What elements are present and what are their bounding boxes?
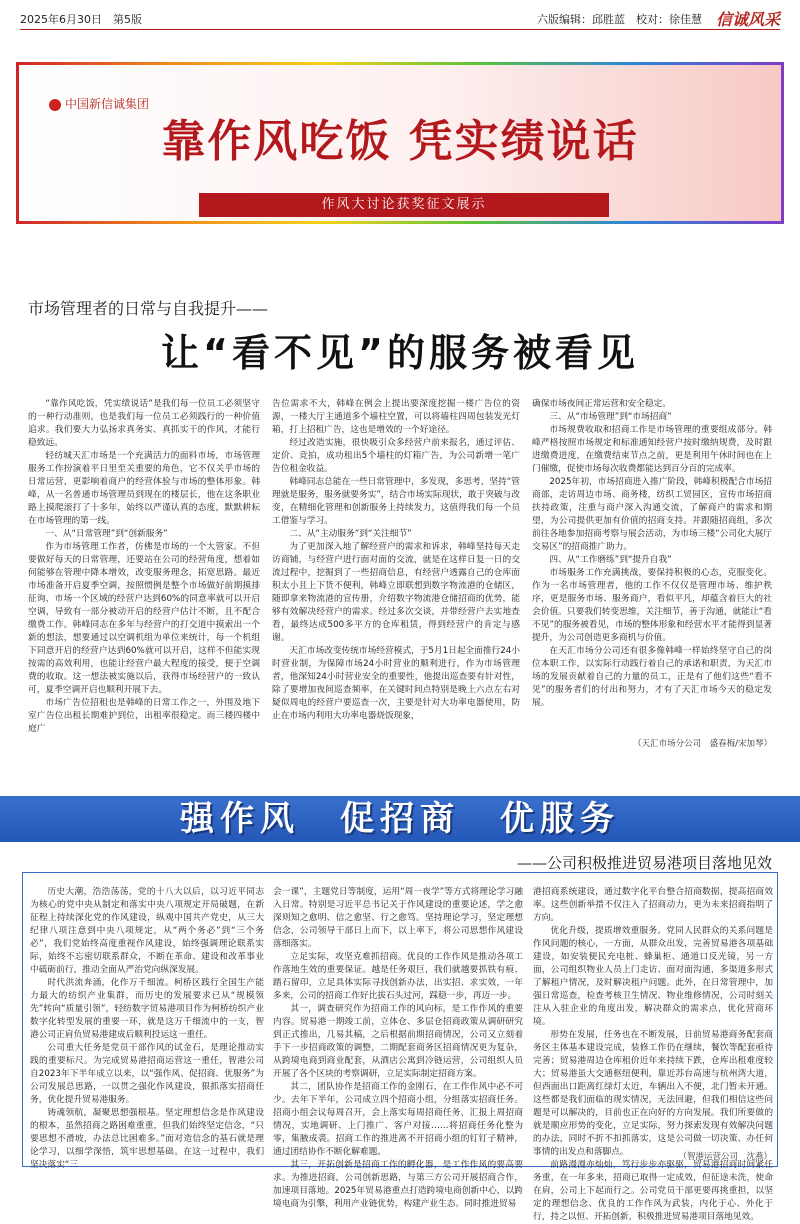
paragraph: 2025年初，市场招商进入推广阶段，韩峰积极配合市场招商部，走访周边市场、商务楼，纺织工贸园区，宣传市场招商扶持政策，注重与商户深入沟通交流，了解商户的需求和期望，为公司提供更加有价值的招商支持。并跟随招商组，多次前往各地参加招商考察与展会活动，为市场三楼“公司化大展厅交易区”的招商推广助力。 bbox=[532, 477, 772, 552]
paragraph: 立足实际，攻坚克难抓招商。优良的工作作风是推动各项工作落地生效的重要保证。越是任务艰巨，我们就越要抓铁有痕、踏石留印，立足具体实际寻找创新办法，出实招、求实效，一年多来，公司的招商工作好比拔石头过河，踩稳一步，再迈一步。 bbox=[273, 952, 523, 1001]
paragraph: 公司重大任务是党员干部作风的试金石，是理论推动实践的重要标尺。为完成贸易港招商运营这一重任，智港公司自2023年下半年成立以来，以“强作风、促招商、优服务”为公司发展总思路，一以贯之强化作风建设，狠抓落实招商任务，优化提升贸易港服务。 bbox=[30, 1043, 264, 1105]
paragraph: 历史大潮，浩浩荡荡，党的十八大以后，以习近平同志为核心的党中央从制定和落实中央八项规定开局破题，在新征程上持续深化党的作风建设，纵观中国共产党史，从三大纪律八项注意到中央八项规定，从“两个务必”到“三个务必”，我们党始终高度重视作风建设，始终强调理论联系实际，始终不忘密切联系群众，不断在革命、建设和改革事业中砥砺前行，推动全面从严治党向纵深发展。 bbox=[30, 887, 264, 975]
article2-subtitle: ——公司积极推进贸易港项目落地见效 bbox=[516, 854, 772, 872]
paragraph: 作为市场管理工作者，仿佛是市场的一个大管家。不但要做好每天的日常管理，还要站在公司的经营角度，想着如何能够在管理中降本增效，改变服务理念，拓宽思路。最近市场准备开启夏季空调，按照惯例是整个市场做好前期摸排征询，市场一个区域的经营户达到60%的同意率就可以开启空调，导致有一部分被动开启的经营户估计不断，且不配合缴费工作。韩峰同志在多年与经营户的打交道中摸索出一个新的想法，想要通过以空调机组为单位来统计，每一个机组下同意开启的经营户达到60%就可以开启，这样不但能实现按需的高效利用，也能让经营户最大程度的接受，便于空调费的收取。这一想法被实施以后，获得市场经营户的一致认可，夏季空调开启也顺利开展下去。 bbox=[28, 542, 260, 695]
paragraph: 形势在发展，任务也在不断发展，日前贸易港商务配套商务区主体基本建设完成，装修工作仍在继续，餐饮等配套亟待完善；贸易港周边仓库租价近年来持续下跌，仓库出租难度较大；贸易港虽大交通枢纽便利，靠近苏台高速与杭州湾大道，但西面出口距离红绿灯太近，车辆出入不便，北门暂未开通。这些都是我们面临的现实情况，无法回避，但我们相信这些问题是可以解决的，目前也正在向好的方向发展。我们所要做的就是顺应形势的变化，立足实际，努力探索发现有效解决问题的办法，同时不折不扣抓落实，这是公司做一切决策、办任何事情的出发点和落脚点。 bbox=[533, 1030, 773, 1157]
section-heading: 二、从“主动服务”到“关注细节” bbox=[289, 529, 412, 539]
article1-kicker: 市场管理者的日常与自我提升—— bbox=[28, 299, 269, 318]
paragraph: 告位需求不大，韩峰在例会上提出要深度挖掘一楼广告位的资源，一楼大厅主通道多个墙柱空置，可以将墙柱四周包装发光灯箱，打上招租广告，这也是增效的一个好途径。 bbox=[272, 399, 520, 435]
section-heading: 四、从“工作磨练”到“提升自我” bbox=[549, 555, 672, 565]
paragraph: 经过改造实施，很快吸引众多经营户前来报名，通过评估、定价、竞拍，成功租出5个墙柱的灯箱广告，为公司新增一笔广告位租金收益。 bbox=[272, 438, 520, 474]
article1-title: 让“看不见”的服务被看见 bbox=[161, 331, 639, 375]
paragraph: 其三，开拓创新是招商工作的孵化器，是工作作风的要高要求。为推进招商，公司创新思路，与第三方公司开展招商合作，加速项目落地。2025年贸易港重点打造跨境电商创新中心，以跨境电商为引擎，利用产业链优势，构建产业生态。同时推进贸易 bbox=[273, 1160, 523, 1209]
article1-byline: （天汇市场分公司 盛春梅/宋加琴） bbox=[633, 739, 772, 749]
logo-text: 中国新信诚集团 bbox=[65, 97, 150, 111]
section-heading: 三、从“市场管理”到“市场招商” bbox=[549, 412, 672, 422]
banner-slogan: 靠作风吃饭 凭实绩说话 bbox=[161, 116, 639, 167]
paragraph: 为了更加深入地了解经营户的需求和诉求，韩峰坚持每天走访商铺，与经营户进行面对面的交流，就是在这样日复一日的交流过程中，挖掘到了一些招商信息，有经营户透露自己的仓库面积太小且上下货不便利，韩峰立即联想到数字物流港的仓储区，随即拿来物流港的宣传册，介绍数字物流港仓储招商的优势，能够有效解决经营户的需求。经过多次交谈，并带经营户去实地查看，最终达成500多平方的仓库租赁，得到经营户的肯定与感谢。 bbox=[272, 542, 520, 643]
banner-subtitle: 作风大讨论获奖征文展示 bbox=[199, 193, 609, 217]
paragraph: 优化升级，提质增效重服务。党同人民群众的关系问题是作风问题的核心，一方面，从群众出发，完善贸易港各项基础建设，如安装便民充电桩、蜂巢柜、通道口反光镜，另一方面，公司组织物业人员上门走访、面对面沟通，多渠道多形式了解租户情况，及时解决租户问题。此外，在日常管理中，加强日常巡查，检查考核卫生情况、物业维修情况，公司时刻关注从入驻企业的角度出发，解决群众的需求点，优化营商环境。 bbox=[533, 926, 773, 1027]
paragraph: 确保市场夜间正常运营和安全稳定。 bbox=[532, 399, 671, 409]
column-name: 信诚风采 bbox=[715, 10, 780, 29]
paragraph: 市场服务工作充满挑战，要保持积极的心态，克服变化。作为一名市场管理者，他的工作不仅仅是管理市场、维护秩序，更是服务市场、服务商户，看似平凡，却蕴含着巨大的社会价值。只要我们转变思维，关注细节，善于沟通，就能让“看不见”的服务被看见，市场的整体形象和经营水平才能得到显著提升，为公司创造更多商机与价值。 bbox=[532, 568, 772, 643]
paragraph: 会一课”，主题党日等制度，运用“周一夜学”等方式将理论学习融入日常。特别是习近平总书记关于作风建设的重要论述，学之愈深则知之愈明、信之愈坚、行之愈笃。坚持理论学习，坚定理想信念，公司领导干部日上而下，以上率下，将公司思想作风建设落细落实。 bbox=[273, 887, 523, 949]
article1-column-1 bbox=[28, 398, 260, 763]
paragraph: “靠作风吃饭，凭实绩说话”是我们每一位员工必须坚守的一种行动准则，也是我们每一位员工必须践行的一种价值追求。我们要大力弘扬求真务实、真抓实干的作风，才能行稳致远。 bbox=[28, 399, 260, 448]
paragraph: 天汇市场改变传统市场经营模式，于5月1日起全面推行24小时营业制，为保障市场24小时营业的顺利进行，作为市场管理者，他深知24小时营业安全的重要性，他提出巡查要有针对性，除了要增加夜间巡查频率，在关键时间点特别是晚上六点左右对疑似周电的经营户要巡查一次，主要是针对大功率电器使用，防止在市场内利用大功率电器烧饭现象， bbox=[272, 646, 520, 721]
paragraph: 其二，团队协作是招商工作的金刚石，在工作作风中必不可少。去年下半年，公司成立四个招商小组，分组落实招商任务。招商小组会议每周召开，会上落实每周招商任务，汇报上周招商情况，实地调研、上门推广、客户对接……将招商任务化整为零，集腋成裘。招商工作的推进离不开招商小组的钉钉子精神，通过团结协作不断化解难题。 bbox=[273, 1082, 523, 1157]
paragraph: 市场规费收取和招商工作是市场管理的重要组成部分。韩峰严格按照市场规定和标准通知经营户按时缴纳规费，及时跟进缴费进度，在缴费结束节点之前，更是利用午休时间也在上门催缴，促使市场每次收费都能达到百分百的完成率。 bbox=[532, 425, 772, 474]
page-header bbox=[20, 8, 780, 30]
paragraph: 韩峰同志总能在一些日常管理中，多发现，多思考，坚持“管理就是服务，服务就要务实”，结合市场实际现状，敢于突破与改变，在精细化管理和创新服务上持续发力，这值得我们每一个员工借鉴与学习。 bbox=[272, 477, 520, 526]
paragraph: 港招商系统建设，通过数字化平台整合招商数据，提高招商效率。这些创新举措不仅注入了招商动力，更为未来招商指明了方向。 bbox=[533, 887, 773, 923]
paragraph: 前路漫漫亦灿灿，笃行步步亦驱驱，贸易港招商时间紧任务重，在一年多来，招商已取得一定成效，但征途未洗，使命在肩，公司上下起而行之。公司党员干部更要再挑重担，以坚定的理想信念、优良的工作作风为武装，内化于心、外化于行，持之以恒、开拓创新，积极推进贸易港项目落地见效。 bbox=[533, 1160, 773, 1222]
editors: 六版编辑：邱胜蓝 校对：徐佳慧 bbox=[536, 12, 702, 26]
article2-column-2 bbox=[273, 886, 523, 1209]
paragraph: 市场广告位招租也是韩峰的日常工作之一，外围及地下室广告位出租长期难护到位，出租率很稳定。而三楼四楼中庭广 bbox=[28, 698, 260, 734]
article1-column-2 bbox=[272, 398, 520, 758]
article2-column-1 bbox=[30, 886, 264, 1170]
paragraph: 铸魂领航，凝聚思想强根基。坚定理想信念是作风建设的根本，虽然招商之路困难重重，但我们始终坚定信念，“只要思想不滑坡，办法总比困难多。”面对造信念的基石就是理论学习，以细学深悟，筑牢思想基础。在这一过程中，我们坚决落实“三 bbox=[30, 1108, 264, 1170]
section-heading: 一、从“日常管理”到“创新服务” bbox=[45, 529, 168, 539]
banner bbox=[16, 62, 784, 224]
article2-title: 强作风 促招商 优服务 bbox=[180, 799, 620, 839]
paragraph: 时代洪流奔涌，化作万千细流。柯桥区践行全国生产能力最大的纺织产业集群，而历史的发展要求已从“规模领先”转向“质量引领”，轻纺数字贸易港项目作为柯桥纺织产业数字化转型发展的重要一环，就是这万千细流中的一支，智港公司正肩负贸易港建成后顺利投运这一重任。 bbox=[30, 978, 264, 1040]
article2-byline: （智港运营公司 沈燕） bbox=[678, 1152, 772, 1162]
paragraph: 在天汇市场分公司还有很多像韩峰一样始终坚守自己的岗位本职工作，以实际行动践行着自己的承诺和职责，为天汇市场的发展贡献着自己的力量的员工，正是有了他们这些“看不见”的服务者们的付出和努力，才有了天汇市场今天的稳定发展。 bbox=[532, 646, 772, 708]
paragraph: 轻纺城天汇市场是一个充满活力的面料市场，市场管理服务工作扮演着平日里至关重要的角色，它不仅关乎市场的日常运营，更影响着商户的经营体验与市场的整体形象。韩峰，从一名普通市场管理员到现在的楼层长，他在这条职业路上摸爬滚打了十多年，始终以严谨认真的态度，默默耕耘在市场管理的第一线。 bbox=[28, 451, 260, 526]
article1-column-3 bbox=[532, 398, 772, 758]
date-page: 2025年6月30日 第5版 bbox=[20, 12, 142, 26]
paragraph: 其一，调查研究作为招商工作的风向标，是工作作风的重要内容。贸易港一期竣工前，立体仓、多层仓招商政策从调研研究到正式推出，几易其稿，之后根据前期招商情况，公司又立刻着手下一步招商政策的调整，二期配套商务区招商情况更为复杂，从跨境电商到商业配套，从酒店公寓到冷链运营，公司组织人员开展了各个区块的考察调研，立足实际制定招商方案。 bbox=[273, 1004, 523, 1079]
